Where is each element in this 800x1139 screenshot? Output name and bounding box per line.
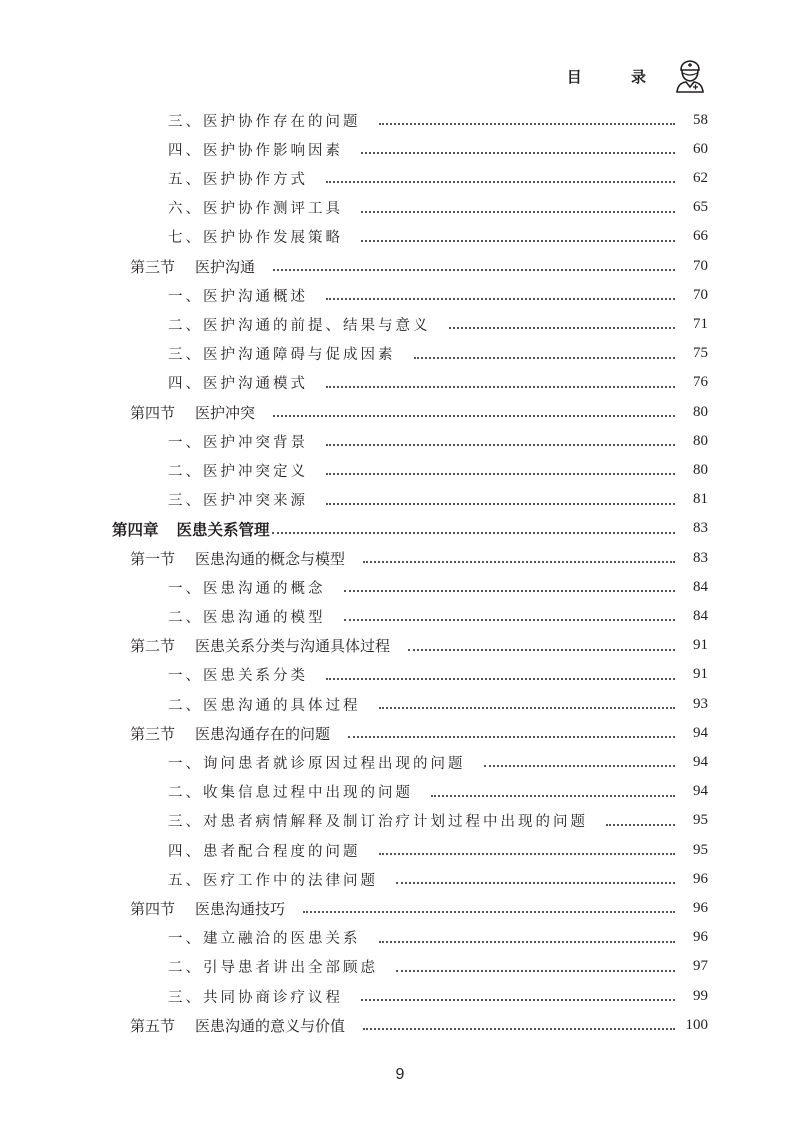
toc-entry-page: 71	[693, 315, 708, 332]
toc-entry-number: 第二节	[130, 637, 176, 656]
toc-entry-label	[168, 197, 343, 218]
toc-entry-title: 三、对患者病情解释及制订治疗计划过程中出现的问题	[168, 814, 588, 831]
toc-entry-item[interactable]	[0, 604, 800, 628]
dot-leader	[273, 269, 675, 271]
toc-entry-item[interactable]	[0, 663, 800, 687]
toc-entry-page: 96	[693, 870, 708, 887]
dot-leader	[326, 386, 675, 388]
dot-leader	[379, 941, 676, 943]
toc-entry-page: 58	[693, 111, 708, 128]
toc-entry-label	[168, 343, 396, 364]
toc-entry-page: 75	[693, 345, 708, 362]
dot-leader	[272, 532, 675, 534]
toc-entry-title: 一、询问患者就诊原因过程出现的问题	[168, 755, 466, 772]
toc-entry-title: 医患沟通的意义与价值	[195, 1016, 346, 1035]
toc-entry-item[interactable]	[0, 926, 800, 950]
toc-entry-section[interactable]	[0, 634, 800, 658]
dot-leader	[326, 181, 675, 183]
toc-entry-item[interactable]	[0, 780, 800, 804]
toc-entry-item[interactable]	[0, 196, 800, 220]
toc-entry-label	[168, 577, 326, 598]
dot-leader	[361, 999, 675, 1001]
dot-leader	[414, 357, 676, 359]
toc-entry-title: 医患关系分类与沟通具体过程	[195, 637, 391, 656]
toc-entry-item[interactable]	[0, 342, 800, 366]
toc-entry-number: 第三节	[130, 257, 176, 276]
toc-entry-label	[168, 810, 588, 831]
dot-leader	[344, 590, 676, 592]
toc-entry-item[interactable]	[0, 984, 800, 1008]
toc-entry-item[interactable]	[0, 283, 800, 307]
toc-entry-number: 第四节	[130, 899, 176, 918]
toc-entry-label	[168, 664, 308, 685]
toc-entry-label	[168, 110, 361, 131]
toc-entry-section[interactable]	[0, 1013, 800, 1037]
toc-entry-label	[168, 226, 343, 247]
dot-leader	[379, 123, 676, 125]
dot-leader	[396, 970, 675, 972]
toc-entry-title: 一、建立融洽的医患关系	[168, 931, 361, 948]
toc-entry-title: 三、医护冲突来源	[168, 493, 308, 510]
toc-entry-title: 一、医护冲突背景	[168, 434, 308, 451]
toc-entry-chapter[interactable]	[0, 517, 800, 541]
toc-entry-page: 91	[693, 637, 708, 654]
toc-entry-item[interactable]	[0, 429, 800, 453]
toc-entry-page: 80	[693, 403, 708, 420]
toc-entry-section[interactable]	[0, 254, 800, 278]
toc-entry-page: 62	[693, 169, 708, 186]
toc-entry-title: 医患沟通技巧	[195, 899, 286, 918]
toc-entry-label	[130, 635, 390, 656]
toc-entry-label	[168, 431, 308, 452]
toc-entry-label	[168, 314, 431, 335]
toc-entry-page: 80	[693, 432, 708, 449]
toc-entry-page: 96	[693, 929, 708, 946]
dot-leader	[484, 765, 676, 767]
toc-entry-number: 第四节	[130, 403, 176, 422]
toc-entry-title: 二、医护沟通的前提、结果与意义	[168, 317, 431, 334]
toc-entry-item[interactable]	[0, 575, 800, 599]
toc-entry-title: 一、医患关系分类	[168, 668, 308, 685]
dot-leader	[408, 649, 675, 651]
toc-entry-section[interactable]	[0, 896, 800, 920]
toc-entry-label	[112, 518, 270, 540]
toc-entry-page: 65	[693, 199, 708, 216]
toc-entry-title: 二、医患沟通的模型	[168, 609, 326, 626]
dot-leader	[361, 211, 675, 213]
toc-entry-label	[168, 927, 361, 948]
toc-entry-title: 医护沟通	[195, 257, 256, 276]
toc-entry-label	[168, 840, 361, 861]
toc-entry-title: 二、医患沟通的具体过程	[168, 697, 361, 714]
toc-entry-label	[130, 402, 255, 423]
toc-entry-item[interactable]	[0, 809, 800, 833]
toc-entry-item[interactable]	[0, 137, 800, 161]
dot-leader	[326, 678, 675, 680]
dot-leader	[361, 152, 675, 154]
dot-leader	[363, 1028, 675, 1030]
toc-entry-number: 第五节	[130, 1016, 176, 1035]
dot-leader	[379, 707, 676, 709]
running-header	[567, 58, 708, 94]
dot-leader	[361, 240, 675, 242]
toc-entry-label	[168, 781, 413, 802]
toc-entry-page: 95	[693, 812, 708, 829]
toc-entry-label	[130, 548, 345, 569]
toc-entry-label	[168, 869, 378, 890]
toc-entry-item[interactable]	[0, 955, 800, 979]
dot-leader	[303, 911, 675, 913]
toc-entry-title: 三、共同协商诊疗议程	[168, 989, 343, 1006]
toc-entry-section[interactable]	[0, 721, 800, 745]
toc-entry-label	[168, 694, 361, 715]
dot-leader	[326, 473, 675, 475]
toc-entry-label	[130, 898, 285, 919]
toc-entry-title: 二、引导患者讲出全部顾虑	[168, 960, 378, 977]
toc-entry-number: 第四章	[112, 520, 159, 539]
toc-entry-page: 66	[693, 228, 708, 245]
header-title: 目 录	[566, 67, 668, 86]
toc-entry-page: 84	[693, 578, 708, 595]
toc-entry-label	[168, 285, 308, 306]
dot-leader	[344, 619, 676, 621]
toc-entry-item[interactable]	[0, 838, 800, 862]
toc-entry-page: 96	[693, 899, 708, 916]
toc-entry-label	[168, 489, 308, 510]
toc-entry-number: 第一节	[130, 549, 176, 568]
toc-entry-item[interactable]	[0, 692, 800, 716]
toc-entry-page: 94	[693, 724, 708, 741]
toc-entry-page: 81	[693, 491, 708, 508]
toc-entry-page: 83	[693, 549, 708, 566]
dot-leader	[326, 444, 675, 446]
toc-entry-title: 医患沟通的概念与模型	[195, 549, 346, 568]
toc-entry-page: 93	[693, 695, 708, 712]
toc-entry-page: 99	[693, 987, 708, 1004]
toc-entry-page: 76	[693, 374, 708, 391]
toc-entry-page: 95	[693, 841, 708, 858]
dot-leader	[396, 882, 675, 884]
toc-entry-label	[130, 1015, 345, 1036]
toc-entry-page: 84	[693, 607, 708, 624]
dot-leader	[326, 298, 675, 300]
dot-leader	[431, 795, 675, 797]
toc-entry-label	[168, 168, 308, 189]
toc-entry-title: 四、医护协作影响因素	[168, 142, 343, 159]
toc-entry-item[interactable]	[0, 867, 800, 891]
toc-entry-page: 94	[693, 783, 708, 800]
toc-entry-label	[168, 956, 378, 977]
toc-entry-label	[130, 723, 330, 744]
dot-leader	[449, 327, 676, 329]
toc-entry-page: 70	[693, 257, 708, 274]
toc-entry-page: 80	[693, 461, 708, 478]
nurse-icon	[672, 58, 708, 94]
dot-leader	[606, 824, 675, 826]
toc-entry-page: 70	[693, 286, 708, 303]
toc-entry-page: 94	[693, 753, 708, 770]
toc-entry-title: 二、医护冲突定义	[168, 463, 308, 480]
toc-entry-title: 三、医护协作存在的问题	[168, 113, 361, 130]
dot-leader	[363, 561, 675, 563]
toc-entry-title: 三、医护沟通障碍与促成因素	[168, 347, 396, 364]
toc-entry-item[interactable]	[0, 108, 800, 132]
toc-entry-item[interactable]	[0, 458, 800, 482]
toc-entry-label	[168, 986, 343, 1007]
toc-entry-item[interactable]	[0, 371, 800, 395]
toc-entry-item[interactable]	[0, 166, 800, 190]
toc-entry-label	[168, 460, 308, 481]
toc-entry-page: 97	[693, 958, 708, 975]
toc-entry-title: 四、患者配合程度的问题	[168, 843, 361, 860]
toc-entry-label	[130, 256, 255, 277]
toc-entry-item[interactable]	[0, 488, 800, 512]
dot-leader	[379, 853, 676, 855]
toc-entry-section[interactable]	[0, 546, 800, 570]
toc-entry-number: 第三节	[130, 724, 176, 743]
toc-entry-title: 医患关系管理	[176, 520, 270, 539]
toc-entry-title: 医护冲突	[195, 403, 256, 422]
toc-entry-label	[168, 139, 343, 160]
toc-entry-label	[168, 372, 308, 393]
toc-entry-title: 一、医护沟通概述	[168, 288, 308, 305]
toc-entry-title: 一、医患沟通的概念	[168, 580, 326, 597]
page-number: 9	[395, 1066, 405, 1083]
toc-entry-title: 六、医护协作测评工具	[168, 201, 343, 218]
toc-entry-title: 五、医疗工作中的法律问题	[168, 872, 378, 889]
dot-leader	[348, 736, 675, 738]
toc-entry-label	[168, 606, 326, 627]
dot-leader	[326, 503, 675, 505]
toc-entry-page: 91	[693, 666, 708, 683]
toc-entry-title: 七、医护协作发展策略	[168, 230, 343, 247]
toc-entry-title: 四、医护沟通模式	[168, 376, 308, 393]
toc-entry-item[interactable]	[0, 225, 800, 249]
toc-entry-item[interactable]	[0, 750, 800, 774]
toc-entry-page: 60	[693, 140, 708, 157]
toc-entry-title: 二、收集信息过程中出现的问题	[168, 785, 413, 802]
toc-entry-page: 83	[693, 520, 708, 537]
dot-leader	[273, 415, 675, 417]
toc-entry-page: 100	[685, 1016, 708, 1033]
toc-entry-section[interactable]	[0, 400, 800, 424]
toc-entry-item[interactable]	[0, 312, 800, 336]
toc-entry-label	[168, 752, 466, 773]
toc-entry-title: 医患沟通存在的问题	[195, 724, 331, 743]
toc-entry-title: 五、医护协作方式	[168, 171, 308, 188]
